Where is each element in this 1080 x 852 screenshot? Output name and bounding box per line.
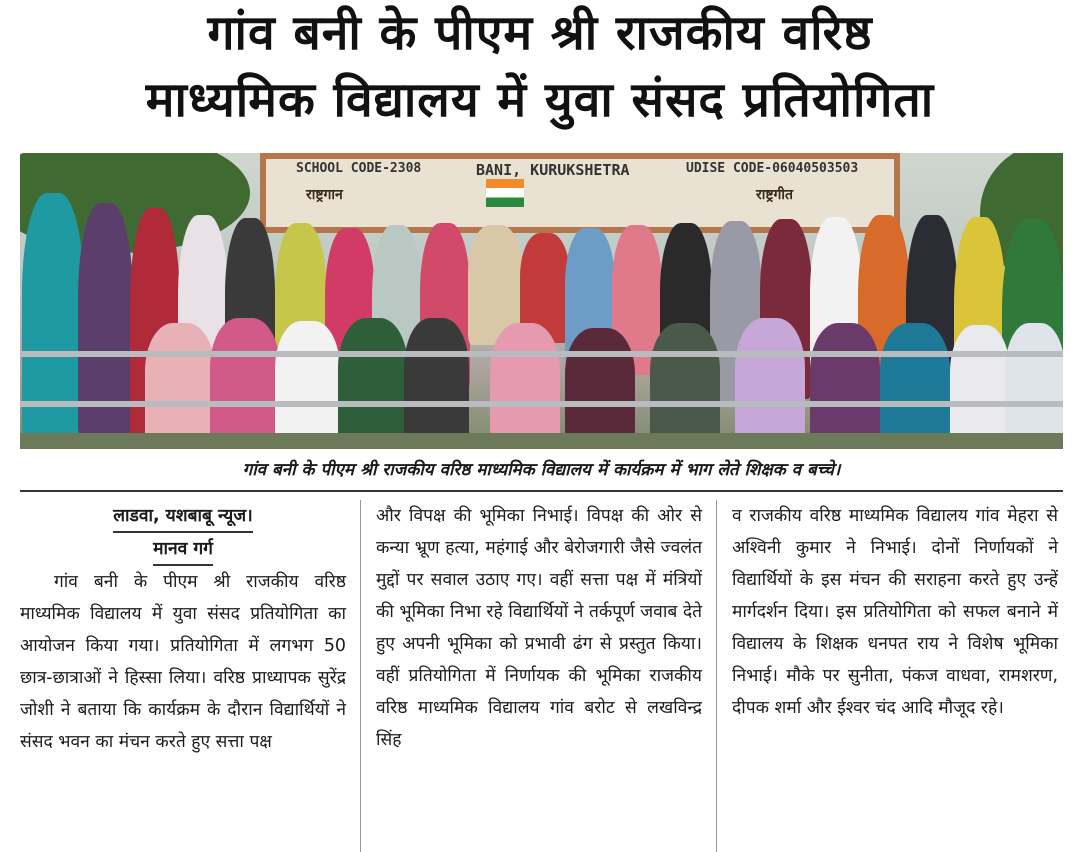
author: [20, 533, 346, 566]
person: [880, 323, 950, 443]
article-paragraph-1: गांव बनी के पीएम श्री राजकीय वरिष्ठ माध्यमिक विद्यालय में युवा संसद प्रतियोगिता का आयोजन किया गया। प्रतियोगिता में लगभग 50 छात्र-छात्राओं ने हिस्सा लिया। वरिष्ठ प्राध्यापक सुरेंद्र जोशी ने बताया कि कार्यक्रम के दौरान विद्यार्थियों ने संसद भवन का मंचन करते हुए सत्ता पक्ष: [20, 572, 346, 752]
article-column-3: [732, 500, 1058, 724]
photo-caption: गांव बनी के पीएम श्री राजकीय वरिष्ठ माध्यमिक विद्यालय में कार्यक्रम में भाग लेते शिक्षक व बच्चे।: [20, 450, 1063, 492]
person: [210, 318, 280, 443]
school-wall-banner: [260, 153, 900, 233]
sign-national-song: राष्ट्रगीत: [756, 187, 794, 203]
railing-bottom: [20, 401, 1063, 407]
person: [565, 328, 635, 443]
person: [145, 323, 215, 443]
headline-line-2: माध्यमिक विद्यालय में युवा संसद प्रतियोगिता: [145, 72, 935, 128]
article-paragraph-2: और विपक्ष की भूमिका निभाई। विपक्ष की ओर से कन्या भ्रूण हत्या, महंगाई और बेरोजगारी जैसे ज्वलंत मुद्दों पर सवाल उठाए गए। वहीं सत्ता पक्ष में मंत्रियों की भूमिका निभा रहे विद्यार्थियों ने तर्कपूर्ण जवाब देते हुए अपनी भूमिका को प्रभावी ढंग से प्रस्तुत किया। वहीं प्रतियोगिता में निर्णायक की भूमिका राजकीय वरिष्ठ माध्यमिक विद्यालय गांव बरोट से लखविन्द्र सिंह: [376, 506, 702, 750]
person: [78, 203, 133, 443]
ground: [20, 433, 1063, 449]
person: [950, 325, 1010, 443]
flag-icon: [486, 179, 524, 207]
banner-school-code: SCHOOL CODE-2308: [296, 161, 422, 176]
dateline-text: लाडवा, यशबाबू न्यूज।: [113, 501, 252, 533]
person: [338, 318, 408, 443]
person: [490, 323, 560, 443]
group-photo: [20, 153, 1063, 449]
person: [1005, 323, 1063, 443]
article-column-2: [376, 500, 702, 756]
article-paragraph-3: व राजकीय वरिष्ठ माध्यमिक विद्यालय गांव मेहरा से अश्विनी कुमार ने निभाई। दोनों निर्णायकों ने विद्यार्थियों के इस मंचन की सराहना करते हुए उन्हें मार्गदर्शन दिया। इस प्रतियोगिता को सफल बनाने में विद्यालय के शिक्षक धनपत राय ने विशेष भूमिका निभाई। मौके पर सुनीता, पंकज वाधवा, रामशरण, दीपक शर्मा और ईश्वर चंद आदि मौजूद रहे।: [732, 506, 1058, 718]
article-column-1: [20, 500, 346, 758]
sign-national-anthem: राष्ट्रगान: [306, 187, 343, 203]
author-name: मानव गर्ग: [153, 534, 213, 566]
dateline: [20, 500, 346, 533]
banner-udise-code: UDISE CODE-06040503503: [686, 161, 859, 176]
person: [650, 323, 720, 443]
person: [735, 318, 805, 443]
railing-top: [20, 351, 1063, 357]
headline: [16, 0, 1064, 134]
banner-school-name: BANI, KURUKSHETRA: [476, 161, 630, 179]
person: [275, 321, 340, 441]
column-divider-2: [716, 500, 717, 852]
person: [810, 323, 880, 443]
person: [404, 318, 469, 443]
headline-line-1: गांव बनी के पीएम श्री राजकीय वरिष्ठ: [207, 5, 873, 61]
column-divider-1: [360, 500, 361, 852]
